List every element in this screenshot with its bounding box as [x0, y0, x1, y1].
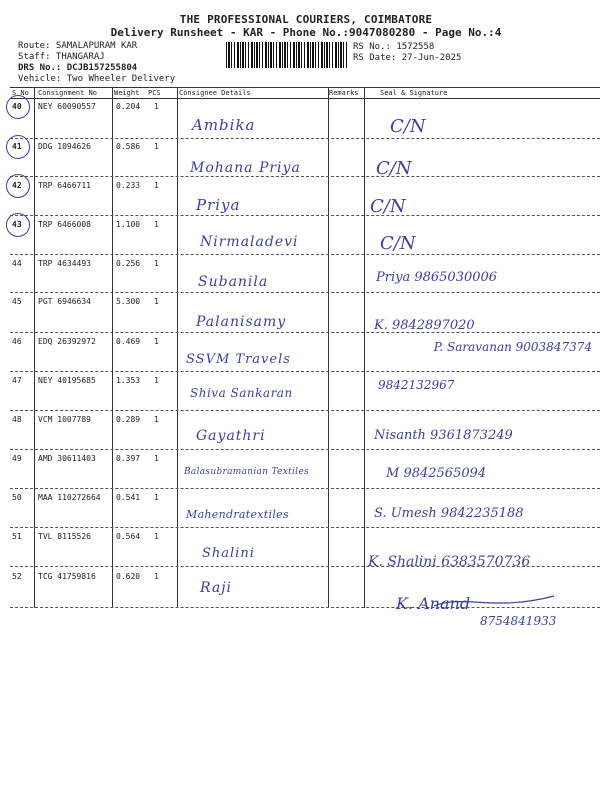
- column-divider: [364, 87, 365, 608]
- company-title: THE PROFESSIONAL COURIERS, COIMBATORE: [179, 13, 433, 26]
- column-divider: [112, 87, 113, 608]
- staff-label: Staff: THANGARAJ: [18, 52, 105, 62]
- row-sno: 43: [12, 220, 22, 229]
- row-weight: 0.256: [116, 259, 141, 268]
- row-consignee: Gayathri: [196, 428, 266, 444]
- row-pcs: 1: [154, 415, 159, 424]
- row-seal: S. Umesh 9842235188: [374, 506, 524, 521]
- row-consignee: Balasubramanian Textiles: [184, 467, 309, 477]
- row-consignment: VCM 1007789: [38, 415, 91, 424]
- row-separator: [10, 488, 600, 489]
- column-divider: [328, 87, 329, 608]
- row-seal: P. Saravanan 9003847374: [433, 340, 592, 354]
- table-top-rule: [10, 87, 600, 88]
- row-pcs: 1: [154, 572, 159, 581]
- barcode-image: [226, 42, 348, 68]
- row-weight: 0.233: [116, 181, 141, 190]
- row-weight: 0.204: [116, 102, 141, 111]
- row-consignee: Subanila: [198, 274, 269, 290]
- row-sno: 49: [12, 454, 22, 463]
- row-pcs: 1: [154, 181, 159, 190]
- row-sno: 46: [12, 337, 22, 346]
- rs-date: RS Date: 27-Jun-2025: [353, 53, 462, 63]
- row-seal: M 9842565094: [386, 466, 487, 481]
- row-sno: 48: [12, 415, 22, 424]
- row-sno: 47: [12, 376, 22, 385]
- signature-flourish: [394, 586, 574, 616]
- row-consignment: DDG 1094626: [38, 142, 91, 151]
- row-consignment: MAA 110272664: [38, 493, 101, 502]
- row-consignee: Shalini: [202, 546, 255, 561]
- row-sno: 40: [12, 102, 22, 111]
- drs-number: DRS No.: DCJB157255804: [18, 63, 138, 73]
- row-sno: 42: [12, 181, 22, 190]
- row-separator: [10, 410, 600, 411]
- row-seal: C/N: [390, 116, 426, 137]
- footer-phone-number: 8754841933: [480, 614, 557, 628]
- row-seal: K. 9842897020: [374, 318, 475, 333]
- row-separator: [10, 138, 600, 139]
- row-weight: 0.541: [116, 493, 141, 502]
- row-sno: 41: [12, 142, 22, 151]
- row-seal: C/N: [376, 158, 412, 179]
- row-separator: [10, 176, 600, 177]
- col-header-consignee: Consignee Details: [179, 89, 251, 97]
- row-sno: 51: [12, 532, 22, 541]
- row-seal: C/N: [380, 233, 416, 254]
- row-sno: 45: [12, 297, 22, 306]
- row-sno: 44: [12, 259, 22, 268]
- row-separator: [10, 292, 600, 293]
- row-separator: [10, 527, 600, 528]
- row-seal: C/N: [370, 196, 406, 217]
- row-weight: 0.469: [116, 337, 141, 346]
- row-consignment: PGT 6946634: [38, 297, 91, 306]
- row-consignee: Priya: [196, 196, 241, 214]
- row-consignment: AMD 30611403: [38, 454, 96, 463]
- vehicle-label: Vehicle: Two Wheeler Delivery: [18, 74, 176, 84]
- row-pcs: 1: [154, 337, 159, 346]
- column-divider: [34, 87, 35, 608]
- rs-number: RS No.: 1572558: [353, 42, 435, 52]
- col-header-seal: Seal & Signature: [380, 89, 448, 97]
- row-pcs: 1: [154, 142, 159, 151]
- col-header-weight: Weight: [114, 89, 140, 97]
- row-consignee: Mohana Priya: [190, 160, 301, 176]
- row-pcs: 1: [154, 102, 159, 111]
- row-weight: 5.300: [116, 297, 141, 306]
- row-weight: 0.586: [116, 142, 141, 151]
- column-divider: [177, 87, 178, 608]
- row-separator: [10, 215, 600, 216]
- row-pcs: 1: [154, 297, 159, 306]
- row-seal: Nisanth 9361873249: [374, 428, 513, 443]
- row-seal: K. Shalini 6383570736: [368, 554, 531, 570]
- col-header-pcs: PCS: [148, 89, 161, 97]
- row-seal: K. Anand: [396, 594, 471, 613]
- row-weight: 0.564: [116, 532, 141, 541]
- row-separator: [10, 371, 600, 372]
- row-consignee: Nirmaladevi: [200, 234, 299, 250]
- row-pcs: 1: [154, 532, 159, 541]
- route-label: Route: SAMALAPURAM KAR: [18, 41, 138, 51]
- row-pcs: 1: [154, 376, 159, 385]
- row-consignee: Mahendratextiles: [186, 508, 289, 521]
- row-consignment: TRP 6466711: [38, 181, 91, 190]
- row-sno: 50: [12, 493, 22, 502]
- row-separator: [10, 254, 600, 255]
- col-header-consignment: Consignment No: [38, 89, 98, 97]
- row-consignment: TRP 6466008: [38, 220, 91, 229]
- col-header-remarks: Remarks: [329, 89, 359, 97]
- row-pcs: 1: [154, 220, 159, 229]
- row-consignee: Palanisamy: [196, 314, 287, 330]
- row-consignment: EDQ 26392972: [38, 337, 96, 346]
- row-seal: Priya 9865030006: [376, 270, 498, 285]
- table-header-rule: [10, 98, 600, 99]
- row-separator: [10, 332, 600, 333]
- row-consignee: Raji: [200, 580, 233, 596]
- col-header-sno: S No: [12, 89, 29, 97]
- row-pcs: 1: [154, 493, 159, 502]
- row-consignee: Ambika: [192, 116, 256, 134]
- runsheet-subtitle: Delivery Runsheet - KAR - Phone No.:9047080280 - Page No.:4: [110, 26, 502, 39]
- row-consignment: NEY 60090557: [38, 102, 96, 111]
- row-consignment: TVL 8115526: [38, 532, 91, 541]
- row-weight: 1.100: [116, 220, 141, 229]
- row-consignment: TRP 4634493: [38, 259, 91, 268]
- row-seal: 9842132967: [378, 378, 455, 392]
- row-consignment: NEY 40195685: [38, 376, 96, 385]
- row-consignee: SSVM Travels: [186, 352, 291, 367]
- row-consignee: Shiva Sankaran: [190, 386, 293, 400]
- row-separator: [10, 449, 600, 450]
- row-consignment: TCG 41759816: [38, 572, 96, 581]
- row-pcs: 1: [154, 454, 159, 463]
- row-pcs: 1: [154, 259, 159, 268]
- row-weight: 0.397: [116, 454, 141, 463]
- row-weight: 0.620: [116, 572, 141, 581]
- row-weight: 0.289: [116, 415, 141, 424]
- row-weight: 1.353: [116, 376, 141, 385]
- row-sno: 52: [12, 572, 22, 581]
